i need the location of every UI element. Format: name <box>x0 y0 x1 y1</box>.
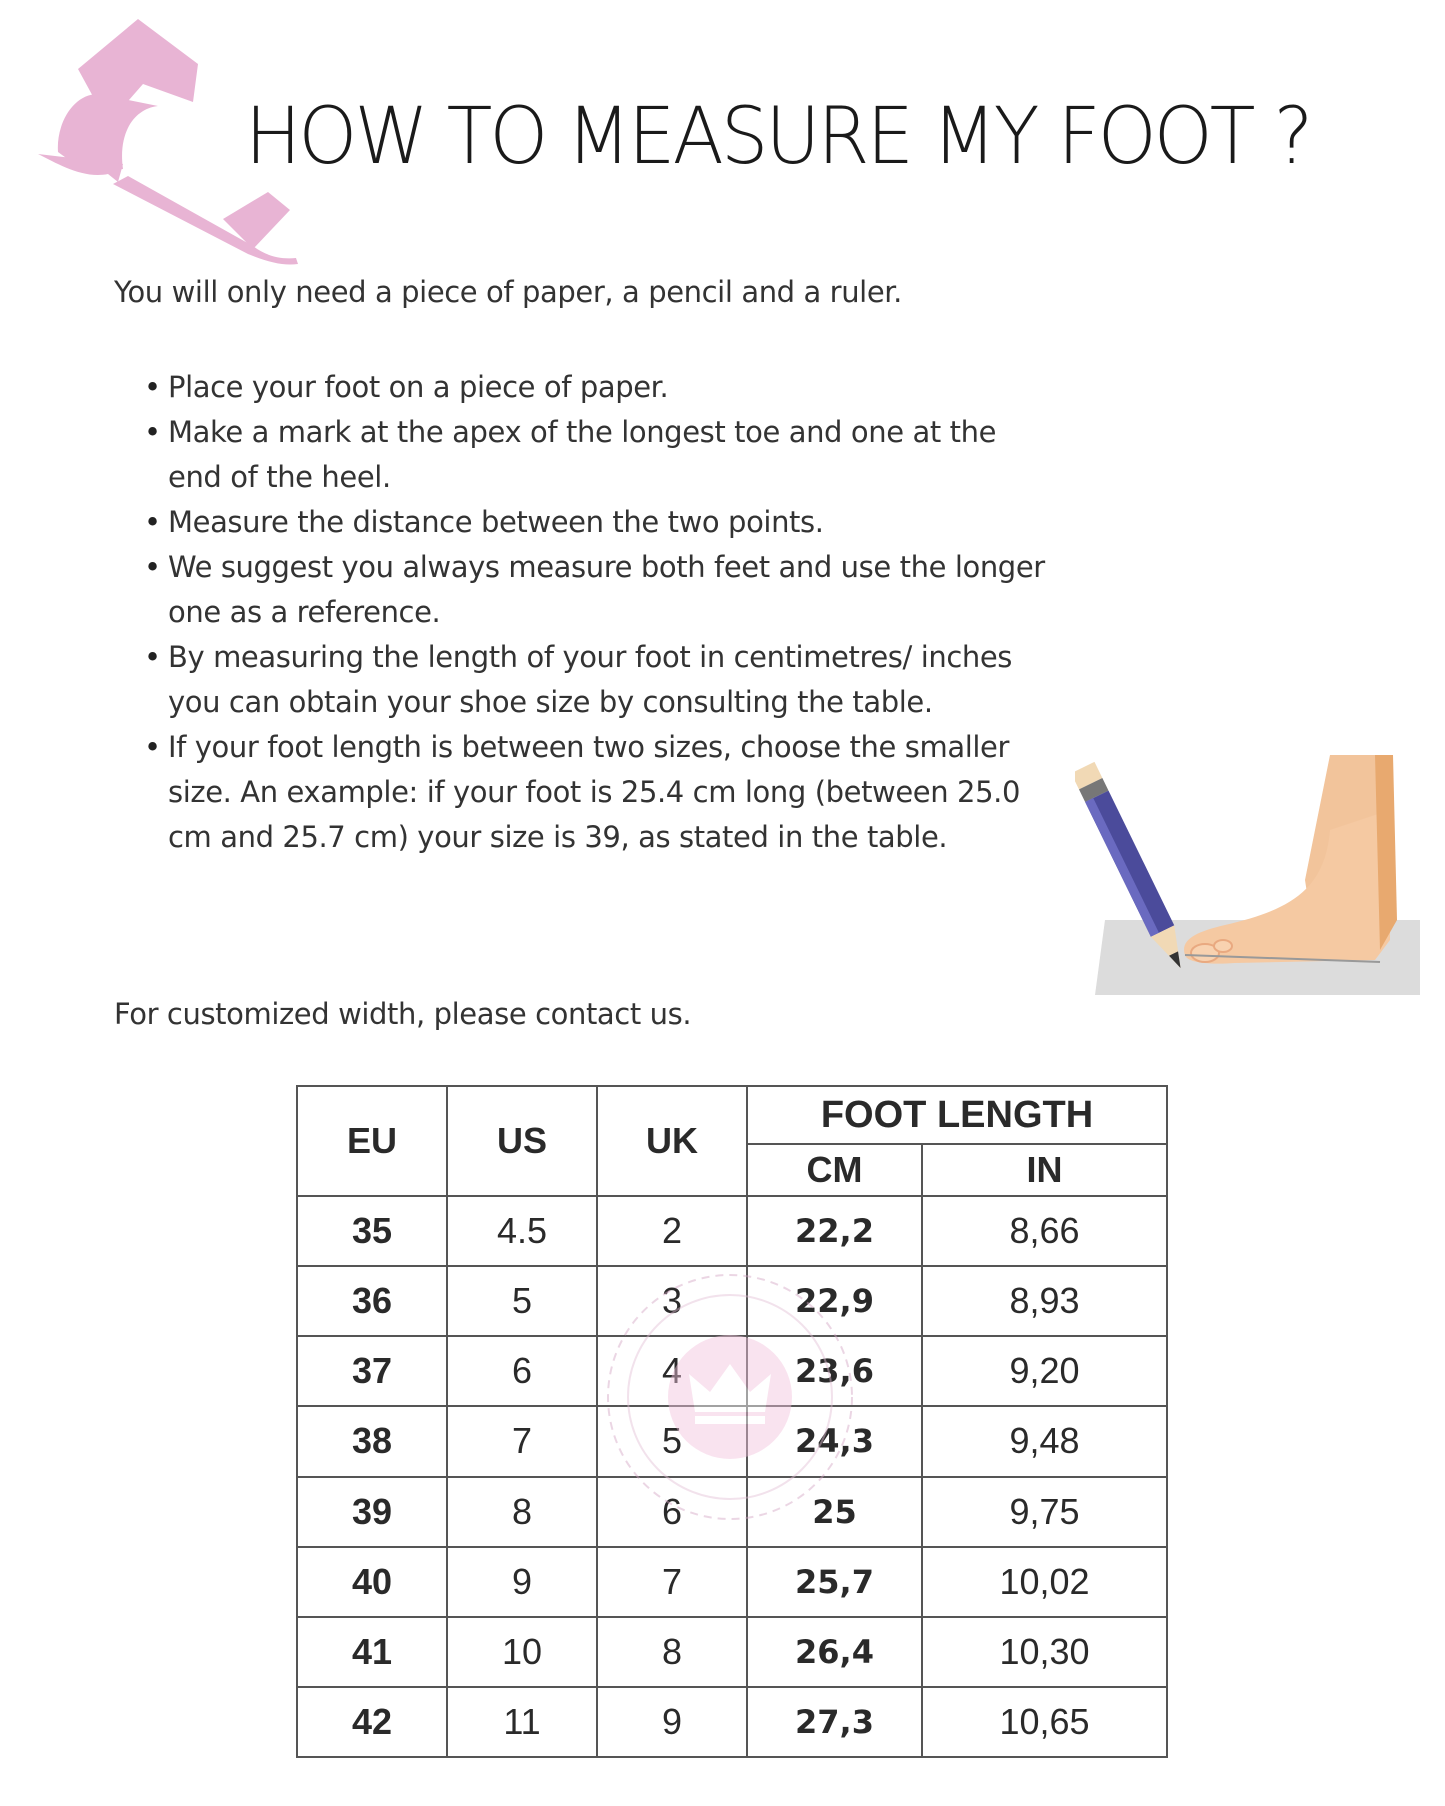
cell-uk: 6 <box>597 1477 747 1547</box>
page-title: HOW TO MEASURE MY FOOT ? <box>245 92 1311 182</box>
cell-in: 9,20 <box>922 1336 1167 1406</box>
cell-uk: 4 <box>597 1336 747 1406</box>
cell-cm: 22,2 <box>747 1196 922 1266</box>
cell-cm: 26,4 <box>747 1617 922 1687</box>
cell-uk: 2 <box>597 1196 747 1266</box>
cell-cm: 23,6 <box>747 1336 922 1406</box>
cell-uk: 3 <box>597 1266 747 1336</box>
table-row <box>297 1196 1167 1266</box>
cell-cm: 25 <box>747 1477 922 1547</box>
header-eu: EU <box>297 1086 447 1196</box>
contact-text: For customized width, please contact us. <box>114 997 692 1031</box>
cell-uk: 9 <box>597 1687 747 1757</box>
cell-cm: 22,9 <box>747 1266 922 1336</box>
size-chart-table <box>296 1085 1168 1758</box>
cell-in: 9,75 <box>922 1477 1167 1547</box>
cell-cm: 24,3 <box>747 1406 922 1476</box>
cell-in: 8,93 <box>922 1266 1167 1336</box>
cell-us: 10 <box>447 1617 597 1687</box>
cell-in: 10,30 <box>922 1617 1167 1687</box>
cell-us: 8 <box>447 1477 597 1547</box>
cell-us: 6 <box>447 1336 597 1406</box>
table-row <box>297 1477 1167 1547</box>
cell-eu: 39 <box>297 1477 447 1547</box>
cell-us: 9 <box>447 1547 597 1617</box>
table-row <box>297 1406 1167 1476</box>
table-row <box>297 1687 1167 1757</box>
cell-in: 9,48 <box>922 1406 1167 1476</box>
cell-cm: 25,7 <box>747 1547 922 1617</box>
cell-eu: 38 <box>297 1406 447 1476</box>
cell-uk: 5 <box>597 1406 747 1476</box>
pencil-foot-illustration <box>1075 750 1420 995</box>
cell-us: 5 <box>447 1266 597 1336</box>
cell-us: 4.5 <box>447 1196 597 1266</box>
header-cm: CM <box>747 1144 922 1196</box>
cell-uk: 8 <box>597 1617 747 1687</box>
table-row <box>297 1336 1167 1406</box>
instruction-list <box>168 365 1048 860</box>
cell-cm: 27,3 <box>747 1687 922 1757</box>
list-item: • If your foot length is between two sizes, choose the smaller size. An example: if your foot is 25.4 cm long (between 25.0 cm and 25.7 cm) your size is 39, as stated in the table. <box>168 725 1048 860</box>
cell-in: 10,65 <box>922 1687 1167 1757</box>
cell-eu: 36 <box>297 1266 447 1336</box>
list-item: • We suggest you always measure both feet and use the longer one as a reference. <box>168 545 1048 635</box>
list-item: • Place your foot on a piece of paper. <box>168 365 1048 410</box>
table-row <box>297 1547 1167 1617</box>
cell-eu: 37 <box>297 1336 447 1406</box>
table-row <box>297 1617 1167 1687</box>
cell-in: 10,02 <box>922 1547 1167 1617</box>
cell-in: 8,66 <box>922 1196 1167 1266</box>
cell-us: 7 <box>447 1406 597 1476</box>
list-item: • Make a mark at the apex of the longest toe and one at the end of the heel. <box>168 410 1048 500</box>
cell-eu: 41 <box>297 1617 447 1687</box>
cell-us: 11 <box>447 1687 597 1757</box>
cell-eu: 35 <box>297 1196 447 1266</box>
table-row <box>297 1266 1167 1336</box>
cell-eu: 42 <box>297 1687 447 1757</box>
header-uk: UK <box>597 1086 747 1196</box>
cell-uk: 7 <box>597 1547 747 1617</box>
header-foot-length: FOOT LENGTH <box>747 1086 1167 1144</box>
intro-text: You will only need a piece of paper, a pencil and a ruler. <box>114 275 902 309</box>
list-item: • By measuring the length of your foot in centimetres/ inches you can obtain your shoe size by consulting the table. <box>168 635 1048 725</box>
list-item: • Measure the distance between the two points. <box>168 500 1048 545</box>
header-in: IN <box>922 1144 1167 1196</box>
header-us: US <box>447 1086 597 1196</box>
cell-eu: 40 <box>297 1547 447 1617</box>
